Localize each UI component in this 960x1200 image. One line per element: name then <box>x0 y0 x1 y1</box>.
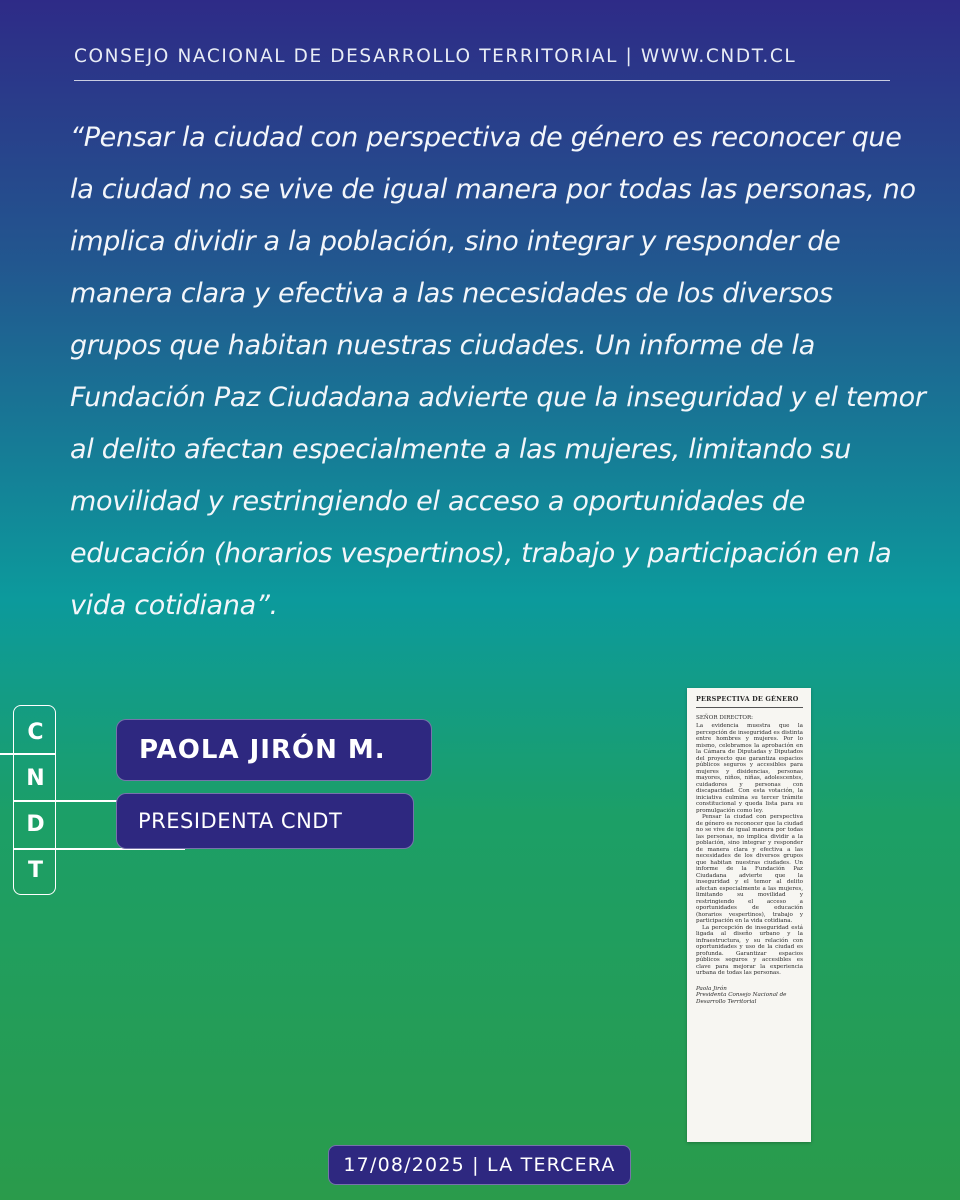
logo-letter-d: D <box>26 812 45 837</box>
newspaper-clipping <box>687 688 811 1142</box>
date-source: 17/08/2025 | LA TERCERA <box>343 1154 616 1176</box>
logo-line <box>13 800 117 802</box>
clipping-title: PERSPECTIVA DE GÉNERO <box>696 695 803 708</box>
header-title: CONSEJO NACIONAL DE DESARROLLO TERRITORIAL | WWW.CNDT.CL <box>74 46 797 67</box>
clipping-paragraph: La evidencia muestra que la percepción de inseguridad es distinta entre hombres y mujeres. Por lo mismo, celebramos la aprobación en la Cámara de Diputadas y Diputados del proyecto que garantiza espacios públicos seguros y accesibles para mujeres y disidencias, personas mayores, niños, niñas, adolescentes, cuidadores y personas con discapacidad. Con esta votación, la iniciativa culmina su tercer trámite constitucional y queda lista para su promulgación como ley. <box>696 723 803 814</box>
author-role: PRESIDENTA CNDT <box>138 809 343 833</box>
clipping-signature-name: Paola Jirón <box>696 985 727 992</box>
header-divider <box>74 80 890 81</box>
logo-line <box>0 753 56 755</box>
date-source-badge <box>328 1145 631 1185</box>
clipping-paragraph: La percepción de inseguridad está ligada al diseño urbano y la infraestructura, y su relación con oportunidades y uso de la ciudad es profunda. Garantizar espacios públicos seguros y accesibles es clave para mejorar la experiencia urbana de todas las personas. <box>696 924 803 976</box>
clipping-paragraph: Pensar la ciudad con perspectiva de género es reconocer que la ciudad no se vive de igual manera por todas las personas, no implica dividir a la población, sino integrar y responder de manera clara y efectiva a las necesidades de los diversos grupos que habitan nuestras ciudades. Un informe de la Fundación Paz Ciudadana advierte que la inseguridad y el temor al delito afectan especialmente a las mujeres, limitando su movilidad y restringiendo el acceso a oportunidades de educación (horarios vespertinos), trabajo y participación en la vida cotidiana. <box>696 814 803 924</box>
author-role-badge <box>116 793 414 849</box>
clipping-salute: SEÑOR DIRECTOR: <box>696 715 754 721</box>
author-name-badge <box>116 719 432 781</box>
logo-letter-t: T <box>27 858 43 883</box>
logo-letter-n: N <box>26 766 45 791</box>
author-name: PAOLA JIRÓN M. <box>139 735 386 765</box>
clipping-signature <box>696 986 803 1006</box>
logo-letter-c: C <box>27 720 44 745</box>
clipping-signature-role: Presidenta Consejo Nacional de Desarrollo Territorial <box>696 992 787 1005</box>
quote-text: “Pensar la ciudad con perspectiva de género es reconocer que la ciudad no se vive de igual manera por todas las personas, no implica dividir a la población, sino integrar y responder de manera clara y efectiva a las necesidades de los diversos grupos que habitan nuestras ciudades. Un informe de la Fundación Paz Ciudadana advierte que la inseguridad y el temor al delito afectan especialmente a las mujeres, limitando su movilidad y restringiendo el acceso a oportunidades de educación (horarios vespertinos), trabajo y participación en la vida cotidiana”. <box>70 122 926 621</box>
